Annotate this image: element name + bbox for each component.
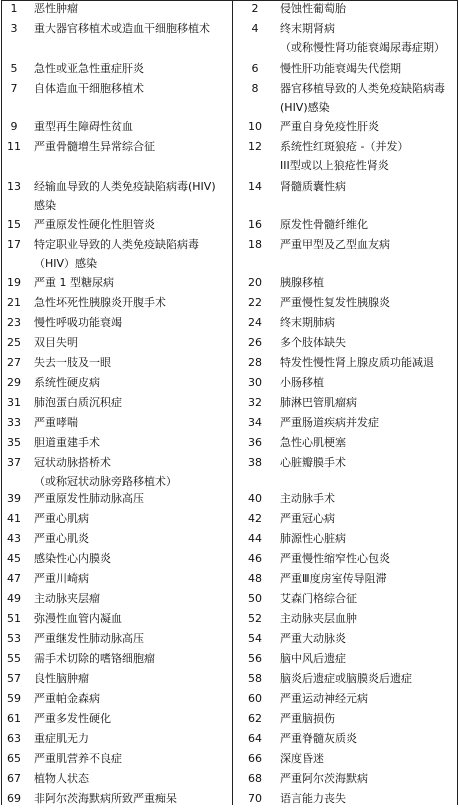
item-number: 16	[248, 218, 262, 231]
item-number: 36	[248, 436, 262, 449]
item-number: 24	[248, 316, 262, 329]
item-name: 主动脉手术	[280, 492, 335, 505]
item-number: 29	[7, 376, 21, 389]
item-number: 2	[251, 2, 259, 15]
item-name: 严重甲型及乙型血友病	[280, 238, 390, 251]
item-number: 19	[7, 276, 21, 289]
item-name: 器官移植导致的人类免疫缺陷病毒	[280, 82, 445, 95]
item-name: 重大器官移植术或造血干细胞移植术	[34, 22, 210, 35]
item-number: 65	[7, 752, 21, 765]
item-number: 40	[248, 492, 262, 505]
item-number: 31	[7, 396, 21, 409]
item-number: 45	[7, 552, 21, 565]
item-number: 48	[248, 572, 262, 585]
item-name: 胰腺移植	[280, 276, 324, 289]
item-name: 急性或亚急性重症肝炎	[34, 62, 144, 75]
item-name: 严重骨髓增生异常综合征	[34, 140, 155, 153]
item-name: 非阿尔茨海默病所致严重痴呆	[34, 792, 177, 805]
item-name: 肾髓质囊性病	[280, 180, 346, 193]
item-name: 严重多发性硬化	[34, 712, 111, 725]
item-name: 急性坏死性胰腺炎开腹手术	[34, 296, 166, 309]
item-name: 严重原发性硬化性胆管炎	[34, 218, 155, 231]
item-number: 66	[248, 752, 262, 765]
item-number: 60	[248, 692, 262, 705]
item-number: 41	[7, 512, 21, 525]
item-number: 28	[248, 356, 262, 369]
item-name: 重型再生障碍性贫血	[34, 120, 133, 133]
item-number: 63	[7, 732, 21, 745]
item-number: 14	[248, 180, 262, 193]
item-number: 49	[7, 592, 21, 605]
item-name: 双目失明	[34, 336, 78, 349]
item-number: 11	[7, 140, 21, 153]
item-number: 26	[248, 336, 262, 349]
item-number: 68	[248, 772, 262, 785]
item-name: 小肠移植	[280, 376, 324, 389]
item-number: 53	[7, 632, 21, 645]
item-name: 严重川崎病	[34, 572, 89, 585]
item-name: 严重自身免疫性肝炎	[280, 120, 379, 133]
item-name-continuation: （或称冠状动脉旁路移植术）	[34, 475, 177, 488]
item-name: 系统性红斑狼疮 -（并发）	[280, 140, 409, 153]
item-number: 8	[251, 82, 259, 95]
item-name: 经输血导致的人类免疫缺陷病毒(HIV)	[34, 180, 216, 193]
item-name: 终末期肾病	[280, 22, 335, 35]
item-number: 33	[7, 416, 21, 429]
item-name: 严重继发性肺动脉高压	[34, 632, 144, 645]
item-name: 失去一肢及一眼	[34, 356, 111, 369]
item-name: 终末期肺病	[280, 316, 335, 329]
item-name: 多个肢体缺失	[280, 336, 346, 349]
item-number: 22	[248, 296, 262, 309]
item-number: 12	[248, 140, 262, 153]
item-number: 13	[7, 180, 21, 193]
item-name: 心脏瓣膜手术	[280, 456, 346, 469]
item-number: 20	[248, 276, 262, 289]
item-number: 35	[7, 436, 21, 449]
item-name: 深度昏迷	[280, 752, 324, 765]
item-number: 25	[7, 336, 21, 349]
item-number: 64	[248, 732, 262, 745]
item-name: 严重运动神经元病	[280, 692, 368, 705]
item-name: 良性脑肿瘤	[34, 672, 89, 685]
item-name: 重症肌无力	[34, 732, 89, 745]
item-number: 38	[248, 456, 262, 469]
item-name: 慢性肝功能衰竭失代偿期	[280, 62, 401, 75]
item-number: 42	[248, 512, 262, 525]
item-name: 冠状动脉搭桥术	[34, 456, 111, 469]
item-name: 艾森门格综合征	[280, 592, 357, 605]
item-name: 严重大动脉炎	[280, 632, 346, 645]
item-name-continuation: （或称慢性肾功能衰竭尿毒症期）	[280, 41, 445, 54]
item-number: 43	[7, 532, 21, 545]
item-number: 59	[7, 692, 21, 705]
item-name: 主动脉夹层血肿	[280, 612, 357, 625]
item-number: 70	[248, 792, 262, 805]
item-number: 10	[248, 120, 262, 133]
item-number: 15	[7, 218, 21, 231]
item-name: 需手术切除的嗜铬细胞瘤	[34, 652, 155, 665]
item-name-continuation: III型或以上狼疮性肾炎	[280, 159, 389, 172]
item-number: 9	[10, 120, 18, 133]
item-number: 5	[10, 62, 18, 75]
item-name-continuation: 感染	[34, 199, 56, 212]
item-name: 感染性心内膜炎	[34, 552, 111, 565]
item-name: 严重原发性肺动脉高压	[34, 492, 144, 505]
item-number: 37	[7, 456, 21, 469]
item-number: 39	[7, 492, 21, 505]
item-number: 3	[10, 22, 18, 35]
item-name: 原发性骨髓纤维化	[280, 218, 368, 231]
item-number: 46	[248, 552, 262, 565]
item-number: 57	[7, 672, 21, 685]
item-name: 严重 1 型糖尿病	[34, 276, 114, 289]
item-number: 23	[7, 316, 21, 329]
item-name: 严重阿尔茨海默病	[280, 772, 368, 785]
item-number: 61	[7, 712, 21, 725]
item-number: 51	[7, 612, 21, 625]
item-number: 56	[248, 652, 262, 665]
item-name-continuation: （HIV）感染	[34, 257, 98, 270]
item-number: 50	[248, 592, 262, 605]
item-name: 严重Ⅲ度房室传导阻滞	[280, 572, 387, 585]
item-number: 21	[7, 296, 21, 309]
item-name: 严重哮喘	[34, 416, 78, 429]
item-name: 特定职业导致的人类免疫缺陷病毒	[34, 238, 199, 251]
item-name-continuation: (HIV)感染	[280, 101, 330, 114]
item-number: 18	[248, 238, 262, 251]
item-name: 弥漫性血管内凝血	[34, 612, 122, 625]
item-number: 67	[7, 772, 21, 785]
item-name: 严重慢性复发性胰腺炎	[280, 296, 390, 309]
item-name: 严重肠道疾病并发症	[280, 416, 379, 429]
item-number: 17	[7, 238, 21, 251]
item-number: 52	[248, 612, 262, 625]
item-name: 肺泡蛋白质沉积症	[34, 396, 122, 409]
item-number: 58	[248, 672, 262, 685]
item-number: 55	[7, 652, 21, 665]
item-name: 严重脑损伤	[280, 712, 335, 725]
item-number: 27	[7, 356, 21, 369]
item-name: 肺淋巴管肌瘤病	[280, 396, 357, 409]
item-name: 脑炎后遗症或脑膜炎后遗症	[280, 672, 412, 685]
item-name: 慢性呼吸功能衰竭	[34, 316, 122, 329]
item-number: 54	[248, 632, 262, 645]
item-name: 植物人状态	[34, 772, 89, 785]
item-name: 特发性慢性肾上腺皮质功能减退	[280, 356, 434, 369]
item-number: 44	[248, 532, 262, 545]
column-divider	[232, 1, 233, 805]
item-name: 语言能力丧失	[280, 792, 346, 805]
item-number: 4	[251, 22, 259, 35]
item-name: 主动脉夹层瘤	[34, 592, 100, 605]
item-name: 严重肌营养不良症	[34, 752, 122, 765]
item-name: 脑中风后遗症	[280, 652, 346, 665]
item-number: 62	[248, 712, 262, 725]
item-name: 侵蚀性葡萄胎	[280, 2, 346, 15]
item-number: 32	[248, 396, 262, 409]
item-name: 严重心肌炎	[34, 532, 89, 545]
item-name: 胆道重建手术	[34, 436, 100, 449]
item-name: 急性心肌梗塞	[280, 436, 346, 449]
item-name: 严重脊髓灰质炎	[280, 732, 357, 745]
item-name: 系统性硬皮病	[34, 376, 100, 389]
item-name: 恶性肿瘤	[34, 2, 78, 15]
item-number: 47	[7, 572, 21, 585]
item-name: 严重心肌病	[34, 512, 89, 525]
item-number: 30	[248, 376, 262, 389]
item-name: 自体造血干细胞移植术	[34, 82, 144, 95]
item-name: 严重帕金森病	[34, 692, 100, 705]
item-number: 1	[10, 2, 18, 15]
item-number: 6	[251, 62, 259, 75]
item-name: 严重冠心病	[280, 512, 335, 525]
item-number: 69	[7, 792, 21, 805]
item-name: 严重慢性缩窄性心包炎	[280, 552, 390, 565]
item-number: 34	[248, 416, 262, 429]
item-name: 肺源性心脏病	[280, 532, 346, 545]
item-number: 7	[10, 82, 18, 95]
